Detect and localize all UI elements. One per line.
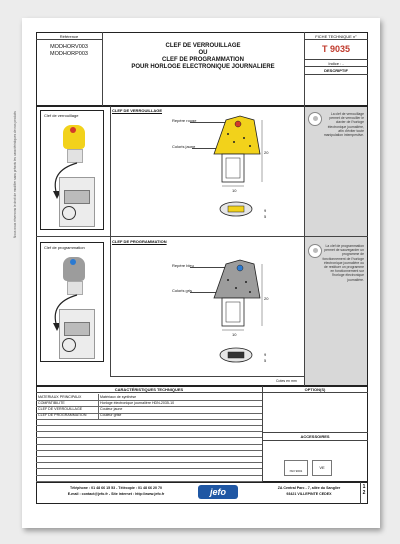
- lock-key-drawing: [210, 114, 270, 224]
- ve-certification-logo: [312, 460, 332, 476]
- lock-description: La clef de verrouillage permet de verrouiller le clavier de l'horloge électronique journalière, afin d'éviter toute manipulation intempestive.: [323, 112, 364, 138]
- page-title: [102, 43, 304, 71]
- highlight-circle: [62, 338, 76, 352]
- section-heading-prog: CLEF DE PROGRAMMATION: [112, 239, 167, 244]
- datasheet-page: [13, 18, 380, 528]
- key-thumb-icon: [313, 248, 318, 253]
- label-yellow-color: Coloris jaune: [172, 144, 196, 149]
- reference-code: MODHORP003: [50, 50, 88, 57]
- side-legal-note: Nous nous réservons le droit de modifier sans préavis les caractéristiques de nos produits: [13, 111, 17, 238]
- clock-device: [59, 177, 95, 227]
- section-heading-lock: CLEF DE VERROUILLAGE: [112, 108, 163, 113]
- dim-width-prog: 10: [232, 332, 237, 337]
- spec-row-label: CLEF DE VERROUILLAGE: [38, 406, 83, 411]
- red-mark-dot: [70, 127, 76, 133]
- prog-key-drawing: [210, 258, 270, 368]
- footer-address-line1: ZA Central Parc - 7, allée du Sanglier: [277, 486, 341, 490]
- title-line: CLEF DE PROGRAMMATION: [162, 57, 244, 63]
- jefo-logo: jefo: [198, 485, 238, 499]
- title-line: OU: [198, 50, 208, 56]
- ve-label: VE: [319, 465, 325, 470]
- title-line: POUR HORLOGE ELECTRONIQUE JOURNALIERE: [131, 64, 275, 70]
- spec-row-value: Horloge électronique journalière HDN-2035-10: [100, 400, 175, 405]
- dim-height-prog: 20: [264, 296, 269, 301]
- label-grey-color: Coloris gris: [172, 288, 193, 293]
- accessories-heading: ACCESSOIRES: [300, 434, 330, 439]
- indice-label: Indice : -: [328, 61, 344, 66]
- dim-b-prog: 5: [264, 358, 267, 363]
- dim-a-lock: 9: [264, 208, 267, 213]
- fiche-number: T 9035: [321, 44, 351, 54]
- reference-code: MODHORV003: [50, 44, 88, 50]
- descriptif-label: DESCRIPTIF: [324, 68, 348, 73]
- blue-mark-dot: [70, 259, 76, 265]
- spec-row-label: CLEF DE PROGRAMMATION: [38, 413, 87, 418]
- dim-width-lock: 10: [232, 188, 237, 193]
- spec-row-label: COMPATIBILITE: [38, 400, 65, 405]
- fiche-label: FICHE TECHNIQUE n°: [315, 34, 357, 39]
- highlight-circle: [62, 206, 76, 220]
- spec-row-value: Matériaux de synthèse: [100, 394, 137, 399]
- page-counter: [360, 484, 368, 496]
- spec-row-value: Couleur jaune: [100, 406, 123, 411]
- lock-photo-frame: [40, 110, 104, 230]
- reference-label: Référence: [59, 34, 79, 39]
- page-number: 1: [362, 484, 366, 490]
- page-total: 2: [362, 490, 366, 496]
- clock-display: [64, 190, 90, 204]
- lock-key-thumb: [308, 112, 322, 126]
- prog-photo-frame: [40, 242, 104, 362]
- options-heading: OPTION(S): [304, 387, 326, 392]
- dim-height-lock: 20: [264, 150, 269, 155]
- reference-list: [36, 44, 102, 57]
- clock-device: [59, 309, 95, 359]
- dim-a-prog: 9: [264, 352, 267, 357]
- prog-photo-label: Clef de programmation: [44, 245, 85, 250]
- footer-address-line2: 93421 VILLEPINTE CEDEX: [286, 492, 332, 496]
- spec-row-value: Couleur grise: [100, 413, 122, 418]
- lock-photo-label: Clef de verrouillage: [44, 113, 79, 118]
- footer-email: E-mail : contact@jefo.fr - Site internet : http://www.jefo.fr: [67, 492, 165, 496]
- clock-display: [64, 322, 90, 336]
- spec-row-label: MATERIAUX PRINCIPAUX: [38, 394, 82, 399]
- iso-label: ISO 9001: [289, 469, 303, 473]
- prog-description: La clef de programmation permet de sauvegarder un programme de fonctionnement de l'horloge électronique journalière ou de restituer un programme en fonctionnement sur l'horloge électronique journalière.: [322, 244, 364, 282]
- title-line: CLEF DE VERROUILLAGE: [165, 43, 241, 49]
- prog-key-thumb: [308, 244, 322, 258]
- label-blue-mark: Repère bleu: [172, 263, 194, 268]
- label-red-mark: Repère rouge: [172, 118, 197, 123]
- specs-heading: CARACTÉRISTIQUES TECHNIQUES: [114, 387, 184, 392]
- key-thumb-icon: [313, 116, 318, 121]
- iso-certification-logo: [284, 460, 308, 476]
- units-note: Cotes en mm: [276, 379, 297, 383]
- dim-b-lock: 5: [264, 214, 267, 219]
- footer-phone: Téléphone : 01 48 66 15 53 - Télécopie : 01 48 66 20 70: [69, 486, 163, 490]
